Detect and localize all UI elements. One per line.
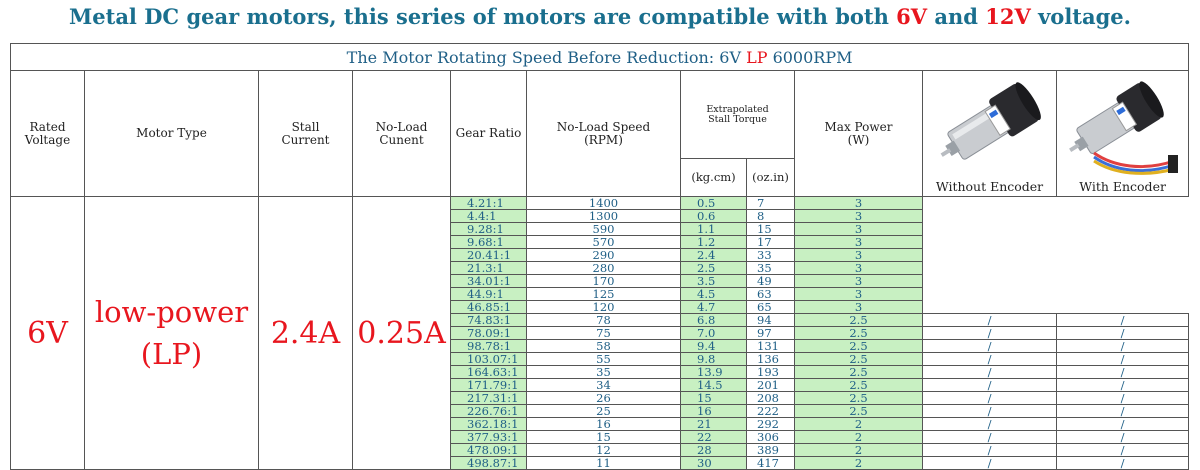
- header-max-power-l2: (W): [847, 132, 870, 147]
- max-power-cell: 2.5: [795, 327, 923, 340]
- torque-oz-cell: 17: [747, 236, 795, 249]
- gear-ratio-cell: 34.01:1: [451, 275, 527, 288]
- max-power-cell: 2.5: [795, 405, 923, 418]
- torque-kg-cell: 2.4: [681, 249, 747, 262]
- torque-oz-cell: 65: [747, 301, 795, 314]
- subtitle: [11, 44, 1189, 71]
- torque-kg-cell: 2.5: [681, 262, 747, 275]
- without-encoder-na-cell: /: [923, 444, 1057, 457]
- gear-ratio-cell: 74.83:1: [451, 314, 527, 327]
- rpm-cell: 34: [527, 379, 681, 392]
- header-no-load-current: [353, 71, 451, 197]
- gear-ratio-cell: 98.78:1: [451, 340, 527, 353]
- torque-oz-cell: 389: [747, 444, 795, 457]
- torque-kg-cell: 21: [681, 418, 747, 431]
- gear-ratio-cell: 9.28:1: [451, 223, 527, 236]
- torque-oz-cell: 201: [747, 379, 795, 392]
- torque-oz-cell: 35: [747, 262, 795, 275]
- max-power-cell: 3: [795, 210, 923, 223]
- rpm-cell: 78: [527, 314, 681, 327]
- header-no-load-speed-l1: No-Load Speed: [556, 119, 651, 134]
- motor-with-encoder-image: [1064, 71, 1182, 179]
- header-max-power-l1: Max Power: [824, 119, 893, 134]
- max-power-cell: 3: [795, 249, 923, 262]
- torque-oz-cell: 193: [747, 366, 795, 379]
- header-rated-voltage-l1: Rated: [29, 119, 66, 134]
- with-encoder-panel: [1057, 71, 1189, 197]
- header-motor-type: Motor Type: [85, 71, 259, 197]
- without-encoder-na-cell: /: [923, 405, 1057, 418]
- header-stall-torque-l2: Stall Torque: [708, 113, 767, 125]
- header-no-load-current-l1: No-Load: [375, 119, 428, 134]
- without-encoder-na-cell: /: [923, 431, 1057, 444]
- torque-kg-cell: 14.5: [681, 379, 747, 392]
- with-encoder-label: With Encoder: [1079, 179, 1166, 194]
- without-encoder-na-cell: /: [923, 353, 1057, 366]
- torque-kg-cell: 7.0: [681, 327, 747, 340]
- torque-oz-cell: 306: [747, 431, 795, 444]
- without-encoder-na-cell: /: [923, 379, 1057, 392]
- gear-ratio-cell: 44.9:1: [451, 288, 527, 301]
- without-encoder-panel: [923, 71, 1057, 197]
- with-encoder-na-cell: /: [1057, 457, 1189, 470]
- headline-mid: and: [927, 4, 986, 29]
- max-power-cell: 2.5: [795, 366, 923, 379]
- headline: [0, 4, 1200, 29]
- gear-ratio-cell: 164.63:1: [451, 366, 527, 379]
- gear-ratio-cell: 21.3:1: [451, 262, 527, 275]
- max-power-cell: 2.5: [795, 379, 923, 392]
- gear-ratio-cell: 4.21:1: [451, 197, 527, 210]
- with-encoder-na-cell: /: [1057, 379, 1189, 392]
- header-unit-kg-cm: (kg.cm): [681, 159, 747, 197]
- max-power-cell: 2.5: [795, 353, 923, 366]
- max-power-cell: 2.5: [795, 314, 923, 327]
- rpm-cell: 16: [527, 418, 681, 431]
- rpm-cell: 280: [527, 262, 681, 275]
- header-rated-voltage-l2: Voltage: [24, 132, 71, 147]
- with-encoder-na-cell: /: [1057, 392, 1189, 405]
- torque-oz-cell: 131: [747, 340, 795, 353]
- with-encoder-na-cell: /: [1057, 444, 1189, 457]
- torque-kg-cell: 0.5: [681, 197, 747, 210]
- gear-ratio-cell: 377.93:1: [451, 431, 527, 444]
- torque-oz-cell: 33: [747, 249, 795, 262]
- max-power-cell: 3: [795, 236, 923, 249]
- table-row: [11, 197, 1189, 210]
- spec-table-body: [11, 197, 1189, 470]
- torque-kg-cell: 16: [681, 405, 747, 418]
- torque-oz-cell: 222: [747, 405, 795, 418]
- with-encoder-na-cell: /: [1057, 327, 1189, 340]
- gear-ratio-cell: 362.18:1: [451, 418, 527, 431]
- rpm-cell: 11: [527, 457, 681, 470]
- header-max-power: [795, 71, 923, 197]
- max-power-cell: 3: [795, 262, 923, 275]
- without-encoder-na-cell: /: [923, 392, 1057, 405]
- rpm-cell: 55: [527, 353, 681, 366]
- torque-kg-cell: 9.4: [681, 340, 747, 353]
- torque-kg-cell: 6.8: [681, 314, 747, 327]
- torque-kg-cell: 13.9: [681, 366, 747, 379]
- without-encoder-na-cell: /: [923, 457, 1057, 470]
- with-encoder-na-cell: /: [1057, 431, 1189, 444]
- max-power-cell: 2: [795, 431, 923, 444]
- rpm-cell: 75: [527, 327, 681, 340]
- rpm-cell: 570: [527, 236, 681, 249]
- max-power-cell: 3: [795, 301, 923, 314]
- headline-post: voltage.: [1030, 4, 1131, 29]
- gear-ratio-cell: 78.09:1: [451, 327, 527, 340]
- rpm-cell: 25: [527, 405, 681, 418]
- torque-kg-cell: 30: [681, 457, 747, 470]
- torque-oz-cell: 136: [747, 353, 795, 366]
- header-unit-oz-in: (oz.in): [747, 159, 795, 197]
- torque-oz-cell: 292: [747, 418, 795, 431]
- without-encoder-na-cell: /: [923, 418, 1057, 431]
- headline-6v: 6V: [896, 4, 928, 29]
- no-load-current-value: 0.25A: [353, 197, 451, 470]
- header-rated-voltage: [11, 71, 85, 197]
- gear-ratio-cell: 498.87:1: [451, 457, 527, 470]
- max-power-cell: 2.5: [795, 392, 923, 405]
- torque-oz-cell: 417: [747, 457, 795, 470]
- gear-ratio-cell: 226.76:1: [451, 405, 527, 418]
- motor-type-line1: low-power: [94, 295, 249, 329]
- torque-oz-cell: 8: [747, 210, 795, 223]
- torque-kg-cell: 9.8: [681, 353, 747, 366]
- torque-oz-cell: 7: [747, 197, 795, 210]
- without-encoder-na-cell: /: [923, 366, 1057, 379]
- header-no-load-speed: [527, 71, 681, 197]
- spec-table: [10, 43, 1189, 470]
- header-gear-ratio: Gear Ratio: [451, 71, 527, 197]
- header-stall-torque-l1: Extrapolated: [706, 103, 769, 115]
- subtitle-post: 6000RPM: [767, 47, 853, 67]
- without-encoder-na-cell: /: [923, 314, 1057, 327]
- max-power-cell: 2.5: [795, 340, 923, 353]
- torque-kg-cell: 28: [681, 444, 747, 457]
- rpm-cell: 15: [527, 431, 681, 444]
- with-encoder-na-cell: /: [1057, 418, 1189, 431]
- rpm-cell: 125: [527, 288, 681, 301]
- max-power-cell: 3: [795, 223, 923, 236]
- torque-kg-cell: 4.7: [681, 301, 747, 314]
- rated-voltage-value: 6V: [11, 197, 85, 470]
- rpm-cell: 1400: [527, 197, 681, 210]
- gear-ratio-cell: 478.09:1: [451, 444, 527, 457]
- with-encoder-na-cell: /: [1057, 314, 1189, 327]
- header-stall-current-l1: Stall: [291, 119, 320, 134]
- subtitle-lp: LP: [746, 47, 768, 67]
- gear-ratio-cell: 103.07:1: [451, 353, 527, 366]
- headline-pre: Metal DC gear motors, this series of motors are compatible with both: [69, 4, 897, 29]
- max-power-cell: 3: [795, 197, 923, 210]
- gear-ratio-cell: 20.41:1: [451, 249, 527, 262]
- max-power-cell: 2: [795, 418, 923, 431]
- torque-kg-cell: 22: [681, 431, 747, 444]
- header-stall-current-l2: Current: [281, 132, 330, 147]
- rpm-cell: 12: [527, 444, 681, 457]
- without-encoder-na-cell: /: [923, 340, 1057, 353]
- header-stall-torque: [681, 71, 795, 159]
- with-encoder-na-cell: /: [1057, 366, 1189, 379]
- gear-ratio-cell: 9.68:1: [451, 236, 527, 249]
- torque-kg-cell: 4.5: [681, 288, 747, 301]
- rpm-cell: 170: [527, 275, 681, 288]
- headline-12v: 12V: [985, 4, 1031, 29]
- header-stall-current: [259, 71, 353, 197]
- motor-type-value: [85, 197, 259, 470]
- torque-oz-cell: 97: [747, 327, 795, 340]
- gear-ratio-cell: 171.79:1: [451, 379, 527, 392]
- rpm-cell: 290: [527, 249, 681, 262]
- torque-kg-cell: 1.2: [681, 236, 747, 249]
- subtitle-pre: The Motor Rotating Speed Before Reduction: 6V: [346, 47, 747, 67]
- with-encoder-na-cell: /: [1057, 405, 1189, 418]
- torque-oz-cell: 63: [747, 288, 795, 301]
- gear-ratio-cell: 46.85:1: [451, 301, 527, 314]
- gear-ratio-cell: 4.4:1: [451, 210, 527, 223]
- max-power-cell: 3: [795, 288, 923, 301]
- motor-without-encoder-image: [935, 71, 1045, 179]
- rpm-cell: 1300: [527, 210, 681, 223]
- torque-kg-cell: 0.6: [681, 210, 747, 223]
- max-power-cell: 2: [795, 457, 923, 470]
- rpm-cell: 26: [527, 392, 681, 405]
- motor-type-line2: (LP): [140, 337, 203, 371]
- header-no-load-speed-l2: (RPM): [584, 132, 623, 147]
- torque-kg-cell: 3.5: [681, 275, 747, 288]
- rpm-cell: 58: [527, 340, 681, 353]
- without-encoder-label: Without Encoder: [935, 179, 1044, 194]
- torque-oz-cell: 15: [747, 223, 795, 236]
- with-encoder-na-cell: /: [1057, 353, 1189, 366]
- header-no-load-current-l2: Cunent: [379, 132, 424, 147]
- rpm-cell: 120: [527, 301, 681, 314]
- max-power-cell: 3: [795, 275, 923, 288]
- torque-kg-cell: 1.1: [681, 223, 747, 236]
- rpm-cell: 590: [527, 223, 681, 236]
- stall-current-value: 2.4A: [259, 197, 353, 470]
- without-encoder-na-cell: /: [923, 327, 1057, 340]
- rpm-cell: 35: [527, 366, 681, 379]
- torque-kg-cell: 15: [681, 392, 747, 405]
- with-encoder-na-cell: /: [1057, 340, 1189, 353]
- torque-oz-cell: 94: [747, 314, 795, 327]
- max-power-cell: 2: [795, 444, 923, 457]
- torque-oz-cell: 49: [747, 275, 795, 288]
- gear-ratio-cell: 217.31:1: [451, 392, 527, 405]
- torque-oz-cell: 208: [747, 392, 795, 405]
